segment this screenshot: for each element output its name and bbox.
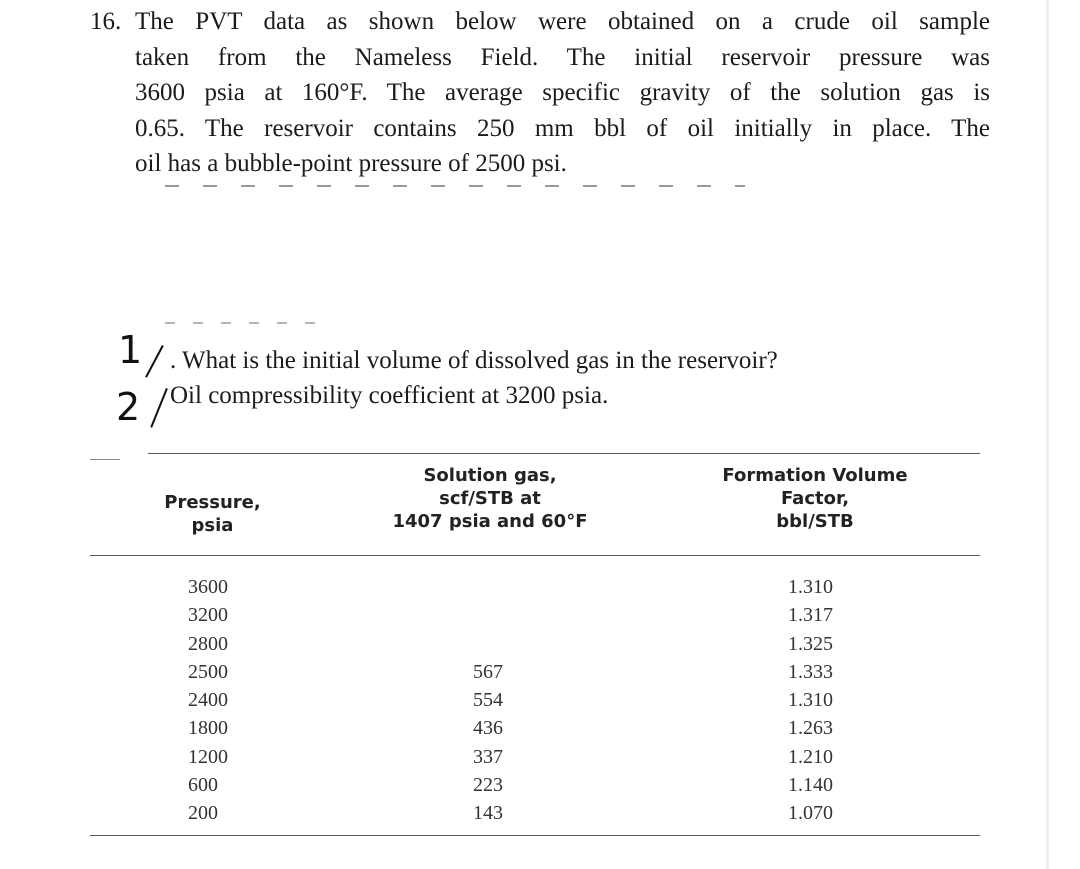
- table-cell-pressure: 3200: [188, 604, 228, 627]
- column-fvf: [788, 573, 833, 828]
- table-cell-fvf: 1.310: [788, 576, 833, 598]
- table-cell-pressure: 2400: [188, 689, 228, 712]
- problem-line-5: oil has a bubble-point pressure of 2500 psi.: [135, 150, 567, 177]
- cropped-text-remnant: [165, 185, 745, 191]
- table-cell-pressure: 200: [188, 802, 218, 825]
- column-solution-gas: [473, 573, 503, 828]
- table-cell-fvf: 1.317: [788, 604, 833, 627]
- table-cell-pressure: 600: [188, 774, 218, 797]
- table-cell-solution-gas: 223: [473, 774, 503, 797]
- table-cell-fvf: 1.210: [788, 745, 833, 768]
- table-cell-solution-gas: [473, 573, 503, 601]
- table-cell-solution-gas: [473, 630, 503, 658]
- header-pressure: Pressure, psia: [164, 492, 261, 536]
- table-cell-fvf: 1.325: [788, 632, 833, 655]
- question-2: Oil compressibility coefficient at 3200 psia.: [170, 382, 609, 409]
- table-cell-solution-gas: 436: [473, 717, 503, 740]
- problem-number: 16.: [90, 8, 122, 35]
- table-cell-pressure: 2800: [188, 632, 228, 655]
- table-cell-pressure: 3600: [188, 576, 228, 598]
- table-cell-fvf: 1.310: [788, 689, 833, 712]
- table-cell-solution-gas: 567: [473, 660, 503, 683]
- question-1: . What is the initial volume of dissolved gas in the reservoir?: [170, 347, 778, 374]
- table-cell-solution-gas: 554: [473, 689, 503, 712]
- handwritten-slash-2: [150, 388, 168, 428]
- problem-line-3: 3600 psia at 160°F. The average specific gravity of the solution gas is: [135, 79, 990, 106]
- handwritten-slash-1: [145, 345, 164, 378]
- table-cell-fvf: 1.333: [788, 660, 833, 683]
- table-cell-pressure: 1800: [188, 717, 228, 740]
- table-top-rule-left: [90, 459, 120, 460]
- problem-line-4: 0.65. The reservoir contains 250 mm bbl of oil initially in place. The: [135, 114, 990, 142]
- problem-line-2: taken from the Nameless Field. The initial reservoir pressure was: [135, 43, 990, 71]
- table-cell-solution-gas: 143: [473, 802, 503, 825]
- page-edge-shadow: [1046, 0, 1049, 869]
- table-cell-pressure: 2500: [188, 660, 228, 683]
- handwritten-number-1: 1: [118, 328, 143, 372]
- problem-line-1: 16. The PVT data as shown below were obtained on a crude oil sample: [90, 4, 990, 40]
- header-solution-gas: Solution gas, scf/STB at 1407 psia and 60°F: [392, 465, 588, 532]
- problem-statement: [90, 4, 990, 182]
- table-header-rule: [90, 555, 980, 556]
- cropped-text-remnant-2: [165, 322, 315, 324]
- table-cell-fvf: 1.070: [788, 802, 833, 825]
- table-cell-solution-gas: 337: [473, 745, 503, 768]
- table-cell-solution-gas: [473, 601, 503, 629]
- header-fvf: Formation Volume Factor, bbl/STB: [722, 465, 908, 532]
- table-cell-fvf: 1.140: [788, 774, 833, 797]
- table-bottom-rule: [90, 835, 980, 836]
- table-cell-fvf: 1.263: [788, 717, 833, 740]
- table-cell-pressure: 1200: [188, 745, 228, 768]
- table-top-rule: [148, 453, 980, 454]
- column-pressure: [188, 573, 228, 828]
- handwritten-number-2: 2: [116, 385, 141, 429]
